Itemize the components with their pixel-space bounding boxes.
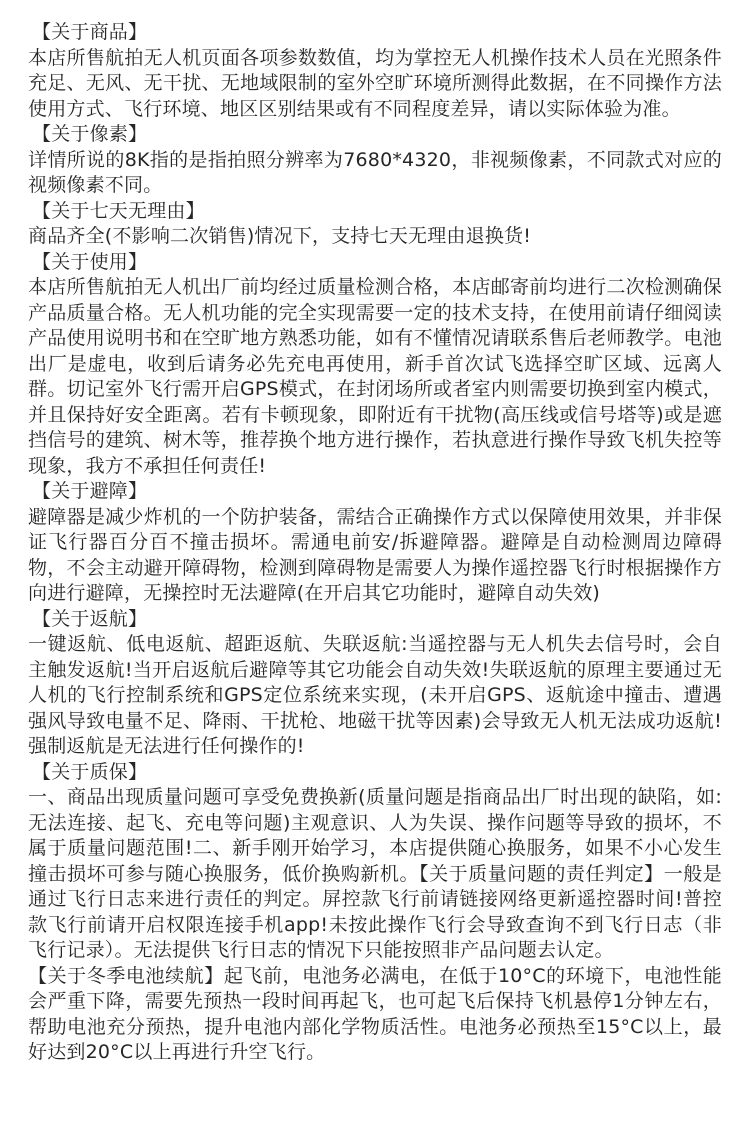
section-pixels	[28, 122, 722, 199]
product-notice-document	[28, 20, 722, 1066]
section-heading: 【关于质保】	[32, 760, 148, 783]
section-body: 商品齐全(不影响二次销售)情况下，支持七天无理由退换货!	[28, 225, 532, 247]
section-obstacle-avoidance	[28, 479, 722, 607]
section-heading: 【关于商品】	[32, 21, 148, 43]
section-heading: 【关于七天无理由】	[32, 199, 205, 222]
section-body: 一键返航、低电返航、超距返航、失联返航:当遥控器与无人机失去信号时，会自主触发返航!当开启返航后避障等其它功能会自动失效!失联返航的原理主要通过无人机的飞行控制系统和GPS定位系统来实现，(未开启GPS、返航途中撞击、遭遇强风导致电量不足、降雨、干扰枪、地磁干扰等因素)会导致无人机无法成功返航!强制返航是无法进行任何操作的!	[28, 633, 722, 757]
section-product	[28, 20, 722, 122]
section-body: 本店所售航拍无人机页面各项参数数值，均为掌控无人机操作技术人员在光照条件充足、无风、无干扰、无地域限制的室外空旷环境所测得此数据，在不同操作方法使用方式、飞行环境、地区区别结果或有不同程度差异，请以实际体验为准。	[28, 46, 722, 120]
section-heading: 【关于像素】	[32, 123, 148, 145]
section-body: 一、商品出现质量问题可享受免费换新(质量问题是指商品出厂时出现的缺陷，如:无法连接、起飞、充电等问题)主观意识、人为失误、操作问题等导致的损坏，不属于质量问题范围!二、新手刚开始学习，本店提供随心换服务，如果不小心发生撞击损坏可参与随心换服务，低价换购新机。【关于质量问题的责任判定】一般是通过飞行日志来进行责任的判定。屏控款飞行前请链接网络更新遥控器时间!普控款飞行前请开启权限连接手机app!未按此操作飞行会导致查询不到飞行日志（非飞行记录）。无法提供飞行日志的情况下只能按照非产品问题去认定。	[28, 786, 722, 961]
section-seven-day-return	[28, 199, 722, 250]
section-usage	[28, 250, 722, 480]
section-return-home	[28, 607, 722, 760]
section-winter-battery	[28, 964, 722, 1066]
section-body: 起飞前，电池务必满电，在低于10°C的环境下，电池性能会严重下降，需要先预热一段时间再起飞，也可起飞后保持飞机悬停1分钟左右，帮助电池充分预热，提升电池内部化学物质活性。电池务必预热至15°C以上，最好达到20°C以上再进行升空飞行。	[28, 964, 722, 1063]
section-warranty	[28, 760, 722, 964]
section-heading: 【关于返航】	[32, 607, 148, 630]
section-heading: 【关于使用】	[32, 250, 148, 273]
section-body: 本店所售航拍无人机出厂前均经过质量检测合格，本店邮寄前均进行二次检测确保产品质量合格。无人机功能的完全实现需要一定的技术支持，在使用前请仔细阅读产品使用说明书和在空旷地方熟悉功能，如有不懂情况请联系售后老师教学。电池出厂是虚电，收到后请务必先充电再使用，新手首次试飞选择空旷区域、远离人群。切记室外飞行需开启GPS模式，在封闭场所或者室内则需要切换到室内模式，并且保持好安全距离。若有卡顿现象，即附近有干扰物(高压线或信号塔等)或是遮挡信号的建筑、树木等，推荐换个地方进行操作，若执意进行操作导致飞机失控等现象，我方不承担任何责任!	[28, 276, 722, 477]
winter-battery-paragraph	[28, 964, 722, 1066]
section-body: 详情所说的8K指的是指拍照分辨率为7680*4320，非视频像素，不同款式对应的视频像素不同。	[28, 148, 722, 196]
section-heading: 【关于冬季电池续航】	[28, 964, 224, 987]
section-body: 避障器是减少炸机的一个防护装备，需结合正确操作方式以保障使用效果，并非保证飞行器百分百不撞击损坏。需通电前安/拆避障器。避障是自动检测周边障碍物，不会主动避开障碍物，检测到障碍物是需要人为操作遥控器飞行时根据操作方向进行避障，无操控时无法避障(在开启其它功能时，避障自动失效)	[28, 505, 722, 604]
section-heading: 【关于避障】	[32, 480, 148, 502]
